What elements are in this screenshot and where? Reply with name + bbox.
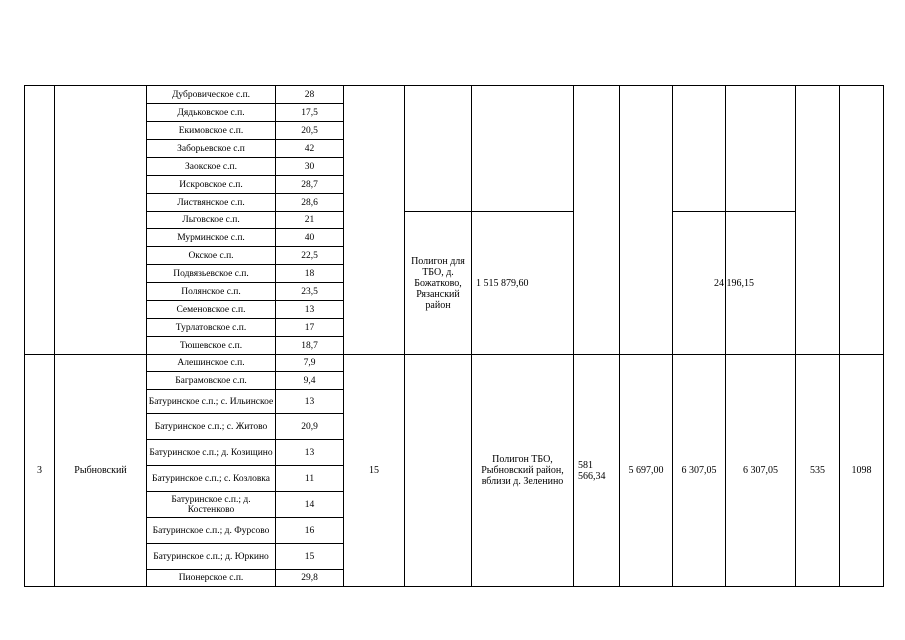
settlement-value: 40 <box>304 232 315 243</box>
settlement-name: Полянское с.п. <box>181 286 241 297</box>
settlement-name: Заборьевское с.п <box>177 143 245 154</box>
settlement-name: Окское с.п. <box>188 250 234 261</box>
value-total: 24 196,15 <box>714 277 754 289</box>
district-name: Рыбновский <box>74 465 127 476</box>
settlement-name: Льговское с.п. <box>182 215 240 225</box>
object-capacity: 1 515 879,60 <box>476 277 529 289</box>
object-name: Полигон ТБО, Рыбновский район, вблизи д. Зеленино <box>481 454 564 487</box>
settlement-value: 18 <box>304 268 315 279</box>
settlement-value: 20,5 <box>301 125 318 136</box>
settlement-name: Екимовское с.п. <box>178 125 244 136</box>
value-d: 535 <box>810 465 825 476</box>
settlement-name: Батуринское с.п.; с. Житово <box>154 421 268 432</box>
settlement-name: Баграмовское с.п. <box>175 375 247 386</box>
object-name: Полигон для ТБО, д. Божатково, Рязанский район <box>411 255 465 311</box>
settlement-name: Батуринское с.п.; с. Козловка <box>152 473 270 484</box>
value-a: 5 697,00 <box>628 465 664 476</box>
distance: 15 <box>369 465 379 476</box>
settlement-name: Дубровическое с.п. <box>171 89 251 100</box>
value-b: 6 307,05 <box>681 465 717 476</box>
settlement-name: Батуринское с.п.; д. Козищино <box>149 447 273 458</box>
settlement-name: Батуринское с.п.; д. Юркино <box>153 551 269 562</box>
settlement-value: 21 <box>304 215 315 225</box>
settlement-value: 14 <box>304 499 315 510</box>
settlement-value: 7,9 <box>303 358 316 368</box>
value-c: 6 307,05 <box>743 465 778 476</box>
settlement-value: 15 <box>304 551 315 562</box>
settlement-value: 30 <box>304 161 315 172</box>
settlement-value: 13 <box>304 447 315 458</box>
settlement-value: 17,5 <box>301 107 318 118</box>
settlement-name: Искровское с.п. <box>179 179 243 190</box>
settlement-name: Тюшевское с.п. <box>179 340 243 351</box>
settlement-value: 28,7 <box>301 179 318 190</box>
settlement-name: Мурминское с.п. <box>177 232 245 243</box>
settlement-name: Листвянское с.п. <box>177 197 245 208</box>
settlement-value: 28 <box>304 89 315 100</box>
settlement-value: 29,8 <box>301 573 318 583</box>
settlement-name: Подвязьевское с.п. <box>173 268 249 279</box>
settlement-value: 18,7 <box>301 340 318 351</box>
settlement-value: 20,9 <box>301 421 318 432</box>
settlement-value: 23,5 <box>301 286 318 297</box>
value-e: 1098 <box>851 465 872 476</box>
settlement-value: 9,4 <box>303 375 316 386</box>
settlement-value: 11 <box>304 473 315 484</box>
settlement-name: Дядьковское с.п. <box>177 107 245 118</box>
row-number: 3 <box>37 465 42 476</box>
object-capacity: 581 566,34 <box>578 459 606 482</box>
settlement-value: 16 <box>304 525 315 536</box>
settlement-value: 13 <box>304 396 315 407</box>
settlement-name: Пионерское с.п. <box>178 573 244 583</box>
settlement-name: Батуринское с.п.; д. Фурсово <box>152 525 270 536</box>
settlement-name: Батуринское с.п.; с. Ильинское <box>148 396 274 407</box>
settlement-name: Батуринское с.п.; д. Костенково <box>171 494 251 515</box>
settlement-value: 42 <box>304 143 315 154</box>
settlement-value: 28,6 <box>301 197 318 208</box>
settlement-value: 13 <box>304 304 315 315</box>
settlement-value: 17 <box>304 322 315 333</box>
settlement-name: Семеновское с.п. <box>176 304 246 315</box>
settlement-name: Турлатовское с.п. <box>175 322 247 333</box>
settlement-value: 22,5 <box>301 250 318 261</box>
settlement-name: Заокское с.п. <box>185 161 237 172</box>
settlement-name: Алешинское с.п. <box>177 358 245 368</box>
